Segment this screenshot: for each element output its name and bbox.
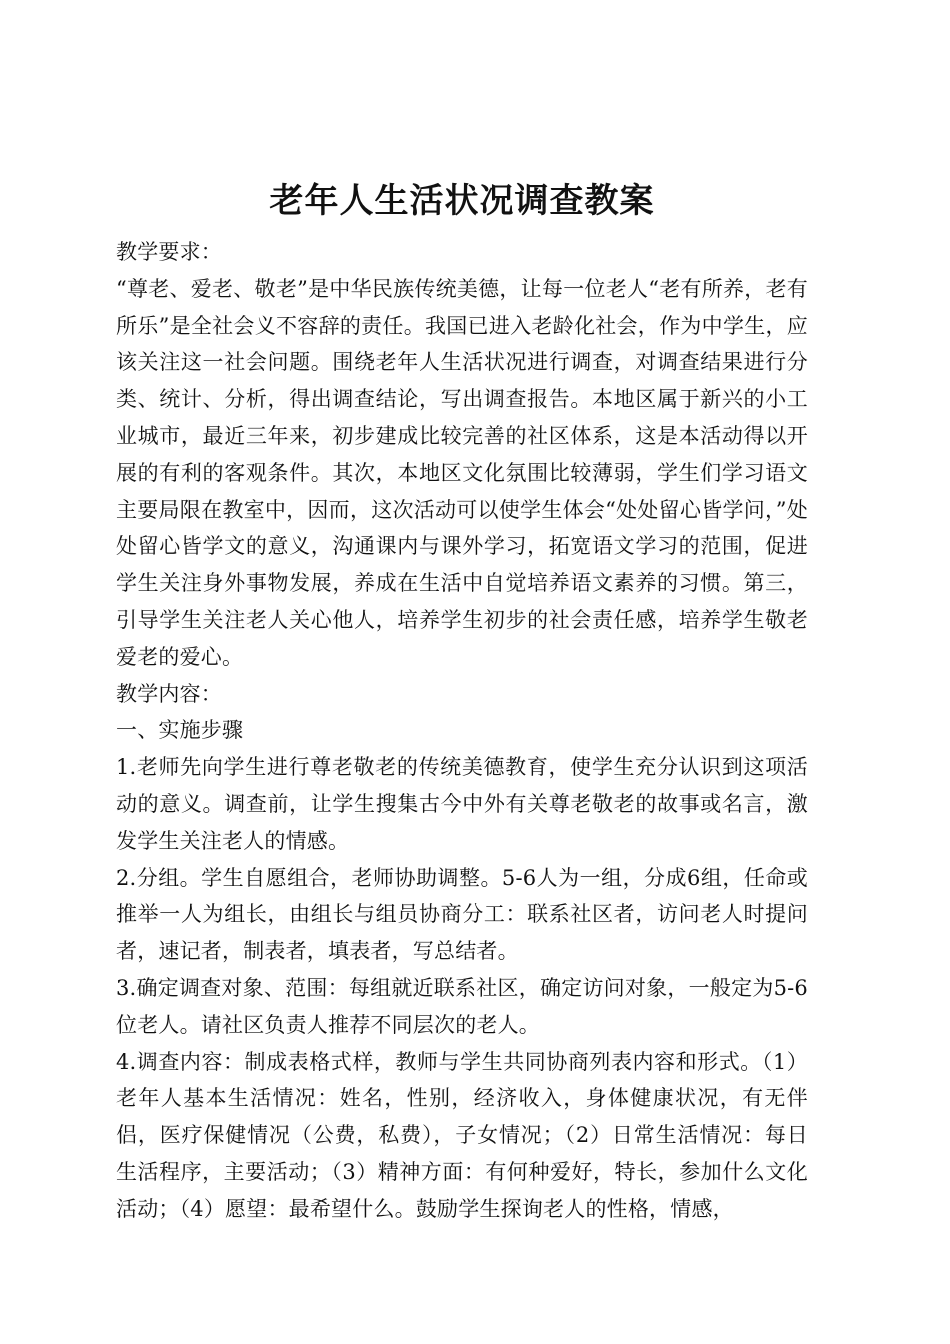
document-title: 老年人生活状况调查教案 [269, 181, 655, 221]
step-4-paragraph: 4.调查内容：制成表格式样，教师与学生共同协商列表内容和形式。（1）老年人基本生活情况：姓名，性别，经济收入，身体健康状况，有无伴侣，医疗保健情况（公费，私费），子女情况；（2）日常生活情况：每日生活程序，主要活动；（3）精神方面：有何种爱好，特长，参加什么文化活动；（4）愿望：最希望什么。鼓励学生探询老人的性格，情感， [116, 1049, 808, 1221]
step-2-paragraph: 2.分组。学生自愿组合，老师协助调整。5-6人为一组，分成6组，任命或推举一人为组长，由组长与组员协商分工：联系社区者，访问老人时提问者，速记者，制表者，填表者，写总结者。 [116, 865, 808, 964]
section-heading-teaching-requirements: 教学要求： [116, 240, 222, 264]
section-heading-teaching-content: 教学内容： [116, 681, 222, 706]
step-1-paragraph: 1.老师先向学生进行尊老敬老的传统美德教育，使学生充分认识到这项活动的意义。调查前，让学生搜集古今中外有关尊老敬老的故事或名言，激发学生关注老人的情感。 [116, 755, 808, 853]
document-body [116, 234, 808, 1228]
document-page [116, 0, 808, 1344]
requirements-paragraph: “尊老、爱老、敬老”是中华民族传统美德，让每一位老人“老有所养，老有所乐”是全社会义不容辞的责任。我国已进入老龄化社会，作为中学生，应该关注这一社会问题。围绕老年人生活状况进行调查，对调查结果进行分类、统计、分析，得出调查结论，写出调查报告。本地区属于新兴的小工业城市，最近三年来，初步建成比较完善的社区体系，这是本活动得以开展的有利的客观条件。其次，本地区文化氛围比较薄弱，学生们学习语文主要局限在教室中，因而，这次活动可以使学生体会“处处留心皆学问，”处处留心皆学文的意义，沟通课内与课外学习，拓宽语文学习的范围，促进学生关注身外事物发展，养成在生活中自觉培养语文素养的习惯。第三，引导学生关注老人关心他人，培养学生初步的社会责任感，培养学生敬老爱老的爱心。 [116, 276, 808, 669]
step-3-paragraph: 3.确定调查对象、范围：每组就近联系社区，确定访问对象，一般定为5-6位老人。请社区负责人推荐不同层次的老人。 [116, 975, 808, 1037]
subheading-implementation-steps: 一、实施步骤 [116, 718, 244, 743]
